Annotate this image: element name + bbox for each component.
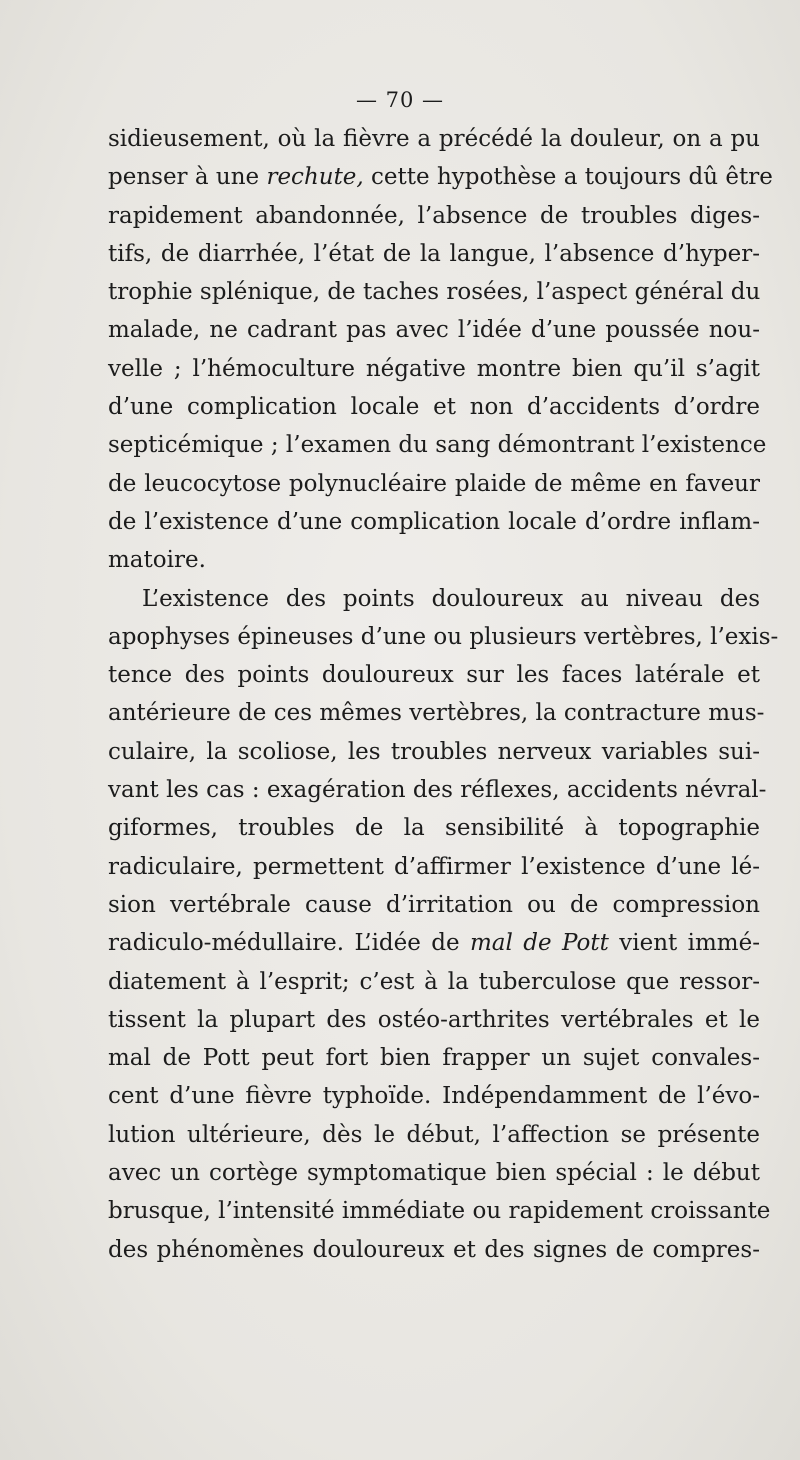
text-line: de leucocytose polynucléaire plaide de même en faveur bbox=[108, 470, 760, 497]
text-line: de l’existence d’une complication locale d’ordre inflam- bbox=[108, 508, 760, 535]
text-line: trophie splénique, de taches rosées, l’aspect général du bbox=[108, 279, 761, 306]
text-line: diatement à l’esprit; c’est à la tuberculose que ressor- bbox=[108, 968, 760, 995]
text-line: malade, ne cadrant pas avec l’idée d’une poussée nou- bbox=[108, 317, 760, 344]
text-line: des phénomènes douloureux et des signes de compres- bbox=[108, 1236, 760, 1263]
text-line: sidieusement, où la fièvre a précédé la douleur, on a pu bbox=[108, 126, 760, 152]
text-line: cent d’une fièvre typhoïde. Indépendamment de l’évo- bbox=[108, 1083, 760, 1110]
text-line: penser à une rechute, cette hypothèse a toujours dû être bbox=[108, 164, 773, 191]
text-line: radiculo-médullaire. L’idée de mal de Pott vient immé- bbox=[108, 930, 760, 957]
text-line: apophyses épineuses d’une ou plusieurs vertèbres, l’exis- bbox=[108, 623, 779, 650]
text-line: antérieure de ces mêmes vertèbres, la contracture mus- bbox=[108, 700, 765, 727]
text-line: giformes, troubles de la sensibilité à topographie bbox=[108, 815, 760, 842]
text-line: avec un cortège symptomatique bien spécial : le début bbox=[108, 1160, 760, 1187]
text-line: brusque, l’intensité immédiate ou rapidement croissante bbox=[108, 1198, 771, 1225]
body-text bbox=[108, 120, 779, 1269]
text-line: lution ultérieure, dès le début, l’affection se présente bbox=[108, 1121, 760, 1148]
text-line: tence des points douloureux sur les faces latérale et bbox=[108, 662, 760, 689]
text-line: matoire. bbox=[108, 547, 206, 574]
text-line: septicémique ; l’examen du sang démontrant l’existence bbox=[108, 432, 767, 459]
text-line: d’une complication locale et non d’accidents d’ordre bbox=[108, 394, 760, 421]
text-line: culaire, la scoliose, les troubles nerveux variables sui- bbox=[108, 738, 760, 765]
page-number: — 70 — bbox=[355, 88, 445, 112]
text-line: vant les cas : exagération des réflexes, accidents névral- bbox=[108, 777, 767, 804]
text-line: sion vertébrale cause d’irritation ou de compression bbox=[108, 891, 760, 918]
text-line: L’existence des points douloureux au niveau des bbox=[142, 585, 760, 612]
text-line: tissent la plupart des ostéo-arthrites vertébrales et le bbox=[108, 1006, 760, 1033]
text-line: radiculaire, permettent d’affirmer l’existence d’une lé- bbox=[108, 853, 760, 880]
text-line: tifs, de diarrhée, l’état de la langue, l’absence d’hyper- bbox=[108, 240, 760, 267]
italic-term: rechute, bbox=[266, 164, 364, 191]
text-line: velle ; l’hémoculture négative montre bien qu’il s’agit bbox=[108, 355, 760, 382]
italic-term: mal de Pott bbox=[469, 930, 609, 957]
text-line: rapidement abandonnée, l’absence de troubles diges- bbox=[108, 202, 760, 229]
text-line: mal de Pott peut fort bien frapper un sujet convales- bbox=[108, 1045, 760, 1072]
